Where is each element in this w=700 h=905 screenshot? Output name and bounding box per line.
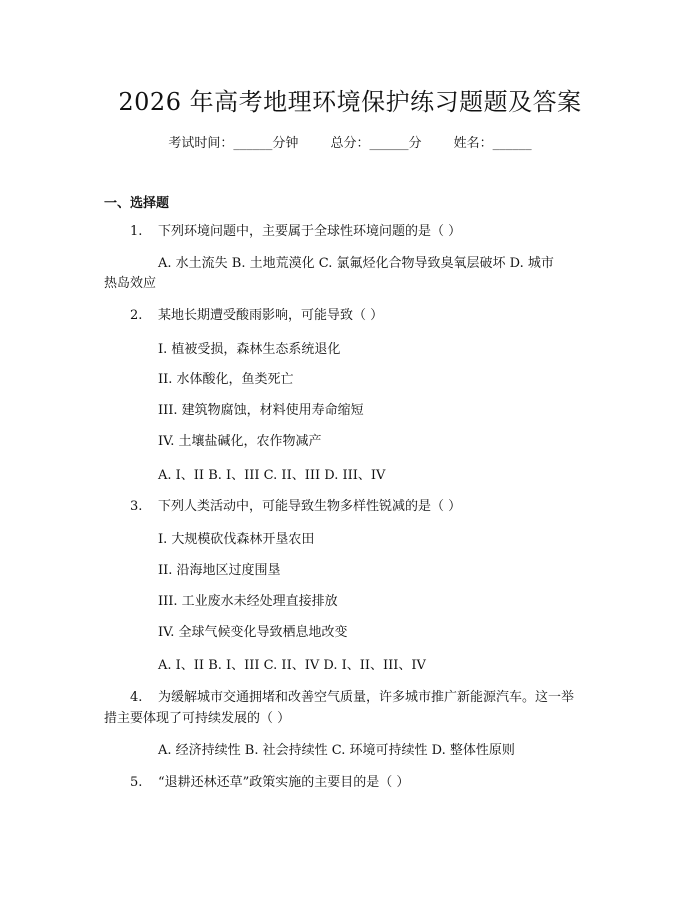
question-3-statement-3: III. 工业废水未经处理直接排放 [158,594,338,609]
student-name-field: 姓名：______ [453,136,532,151]
question-text: 下列人类活动中，可能导致生物多样性锐减的是（ ） [158,499,462,514]
question-number: 2. [130,308,143,323]
question-text-line1: 为缓解城市交通拥堵和改善空气质量，许多城市推广新能源汽车。这一举 [158,690,575,705]
question-4-options: A. 经济持续性 B. 社会持续性 C. 环境可持续性 D. 整体性原则 [158,743,515,758]
section-heading: 一、选择题 [104,196,170,211]
question-2-statement-1: I. 植被受损，森林生态系统退化 [158,342,341,357]
question-5 [130,773,409,793]
question-2-statement-3: III. 建筑物腐蚀，材料使用寿命缩短 [158,403,364,418]
question-3 [130,497,461,517]
question-1-options-line2: 热岛效应 [104,276,157,291]
question-2-statement-2: II. 水体酸化，鱼类死亡 [158,372,294,387]
question-2 [130,306,383,326]
question-3-statement-4: IV. 全球气候变化导致栖息地改变 [158,625,348,640]
question-3-options: A. I、II B. I、III C. II、IV D. I、II、III、IV [158,658,426,673]
question-2-statement-4: IV. 土壤盐碱化，农作物减产 [158,434,322,449]
question-number: 5. [130,775,143,790]
question-number: 3. [130,499,143,514]
exam-meta [0,132,700,151]
exam-time-field: 考试时间：______分钟 [168,136,299,151]
question-4-text-line2: 措主要体现了可持续发展的（ ） [104,711,291,726]
question-2-options: A. I、II B. I、III C. II、III D. III、IV [158,468,386,483]
question-number: 4. [130,690,143,705]
question-3-statement-2: II. 沿海地区过度围垦 [158,563,281,578]
question-3-statement-1: I. 大规模砍伐森林开垦农田 [158,532,315,547]
question-1-options-line1: A. 水土流失 B. 土地荒漠化 C. 氯氟烃化合物导致臭氧层破坏 D. 城市 [158,256,554,271]
question-text: 下列环境问题中，主要属于全球性环境问题的是（ ） [158,224,462,239]
total-score-field: 总分：______分 [330,136,422,151]
question-number: 1. [130,224,143,239]
question-text: “退耕还林还草”政策实施的主要目的是（ ） [158,775,410,790]
question-4 [130,688,574,708]
page-title: 2026 年高考地理环境保护练习题题及答案 [118,88,582,116]
question-1 [130,222,461,242]
question-text: 某地长期遭受酸雨影响，可能导致（ ） [158,308,384,323]
